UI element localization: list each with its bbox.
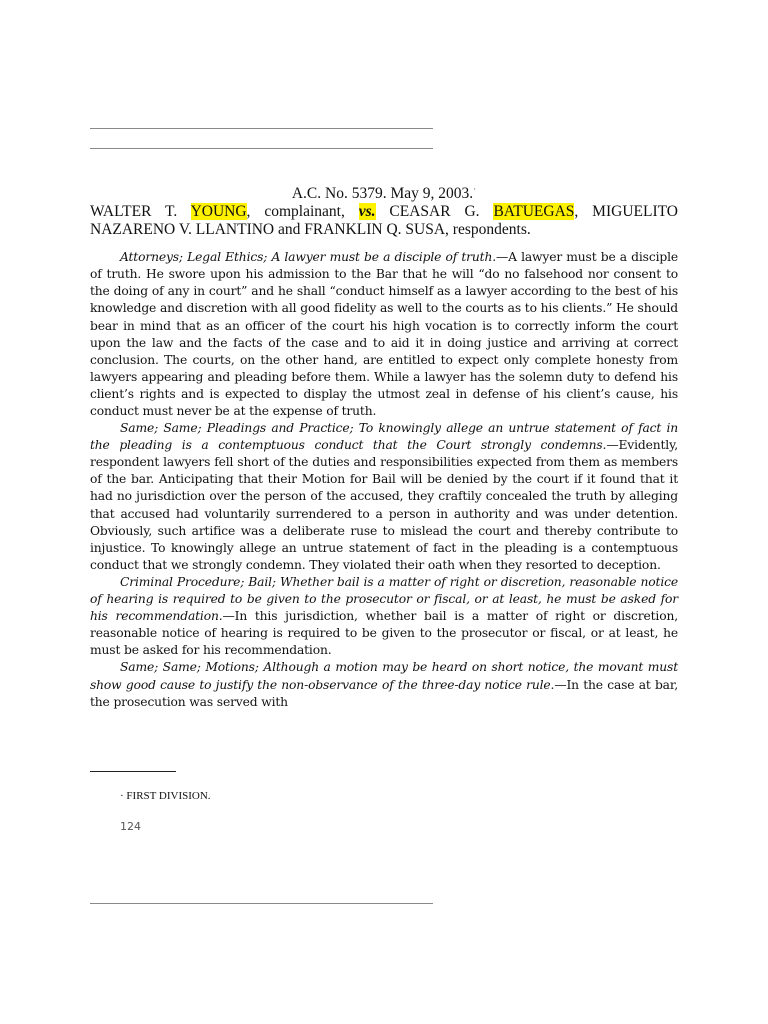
- page-number: 124: [120, 820, 141, 833]
- footer-rule: [90, 903, 433, 904]
- footnote: · FIRST DIVISION.: [120, 790, 211, 802]
- page-content: [90, 180, 678, 711]
- respondent-prefix: CEASAR G.: [375, 203, 494, 221]
- case-parties: [90, 203, 678, 239]
- header-rule-bottom: [90, 148, 433, 149]
- footnote-rule: [90, 771, 176, 772]
- syllabus-heading: Criminal Procedure; Bail; Whether bail is a matter of right or discretion, reasonable notice of hearing is required to be given to the prosecutor or fiscal, or at least, he must be asked for his recommendation.: [90, 574, 678, 624]
- syllabus-text: —In this jurisdiction, whether bail is a matter of right or discretion, reasonable notice of hearing is required to be given to the prosecutor or fiscal, or at least, he must be asked for his recommendation.: [90, 609, 678, 658]
- highlight-young: YOUNG: [190, 203, 247, 221]
- footnote-marker: ·: [473, 184, 477, 194]
- complainant-prefix: WALTER T.: [90, 203, 191, 221]
- complainant-role: , complainant,: [246, 203, 359, 221]
- syllabus-heading: Same; Same; Pleadings and Practice; To knowingly allege an untrue statement of fact in the pleading is a contemptuous conduct that the Court strongly condemns.: [90, 421, 678, 453]
- syllabus-paragraph: [90, 659, 678, 710]
- syllabus-text: —A lawyer must be a disciple of truth. He swore upon his admission to the Bar that he will “do no falsehood nor consent to the doing of any in court” and he shall “conduct himself as a lawyer according to the best of his knowledge and discretion with all good fidelity as well to the courts as to his clients.” He should bear in mind that as an officer of the court his high vocation is to correctly inform the court upon the law and the facts of the case and to aid it in doing justice and arriving at correct conclusion. The courts, on the other hand, are entitled to expect only complete honesty from lawyers appearing and pleading before them. While a lawyer has the solemn duty to defend his client’s rights and is expected to display the utmost zeal in defense of his client’s cause, his conduct must never be at the expense of truth.: [90, 250, 678, 418]
- case-number-date: A.C. No. 5379. May 9, 2003.: [291, 185, 474, 203]
- syllabus-paragraph: [90, 420, 678, 574]
- header-rule-top: [90, 128, 433, 129]
- syllabus: [90, 249, 678, 711]
- syllabus-text: —Evidently, respondent lawyers fell short of the duties and responsibilities expected from them as members of the bar. Anticipating that their Motion for Bail will be denied by the court if it found that it had no jurisdiction over the person of the accused, they craftily concealed the truth by alleging that accused had voluntarily surrendered to a person in authority and was under detention. Obviously, such artifice was a deliberate ruse to mislead the court and thereby contribute to injustice. To knowingly allege an untrue statement of fact in the pleading is a contemptuous conduct that we strongly condemn. They violated their oath when they resorted to deception.: [90, 438, 678, 572]
- syllabus-text: —In the case at bar, the prosecution was served with: [90, 677, 678, 709]
- syllabus-heading: Attorneys; Legal Ethics; A lawyer must be a disciple of truth.: [120, 250, 496, 265]
- highlight-vs: vs.: [358, 203, 376, 221]
- syllabus-paragraph: [90, 574, 678, 659]
- respondents-rest: , MIGUELITO NAZARENO V. LLANTINO and FRANKLIN Q. SUSA, respondents.: [90, 203, 678, 239]
- highlight-batuegas: BATUEGAS: [493, 203, 575, 221]
- syllabus-paragraph: [90, 249, 678, 420]
- syllabus-heading: Same; Same; Motions; Although a motion may be heard on short notice, the movant must show good cause to justify the non-observance of the three-day notice rule.: [90, 660, 678, 692]
- case-caption: [90, 180, 678, 203]
